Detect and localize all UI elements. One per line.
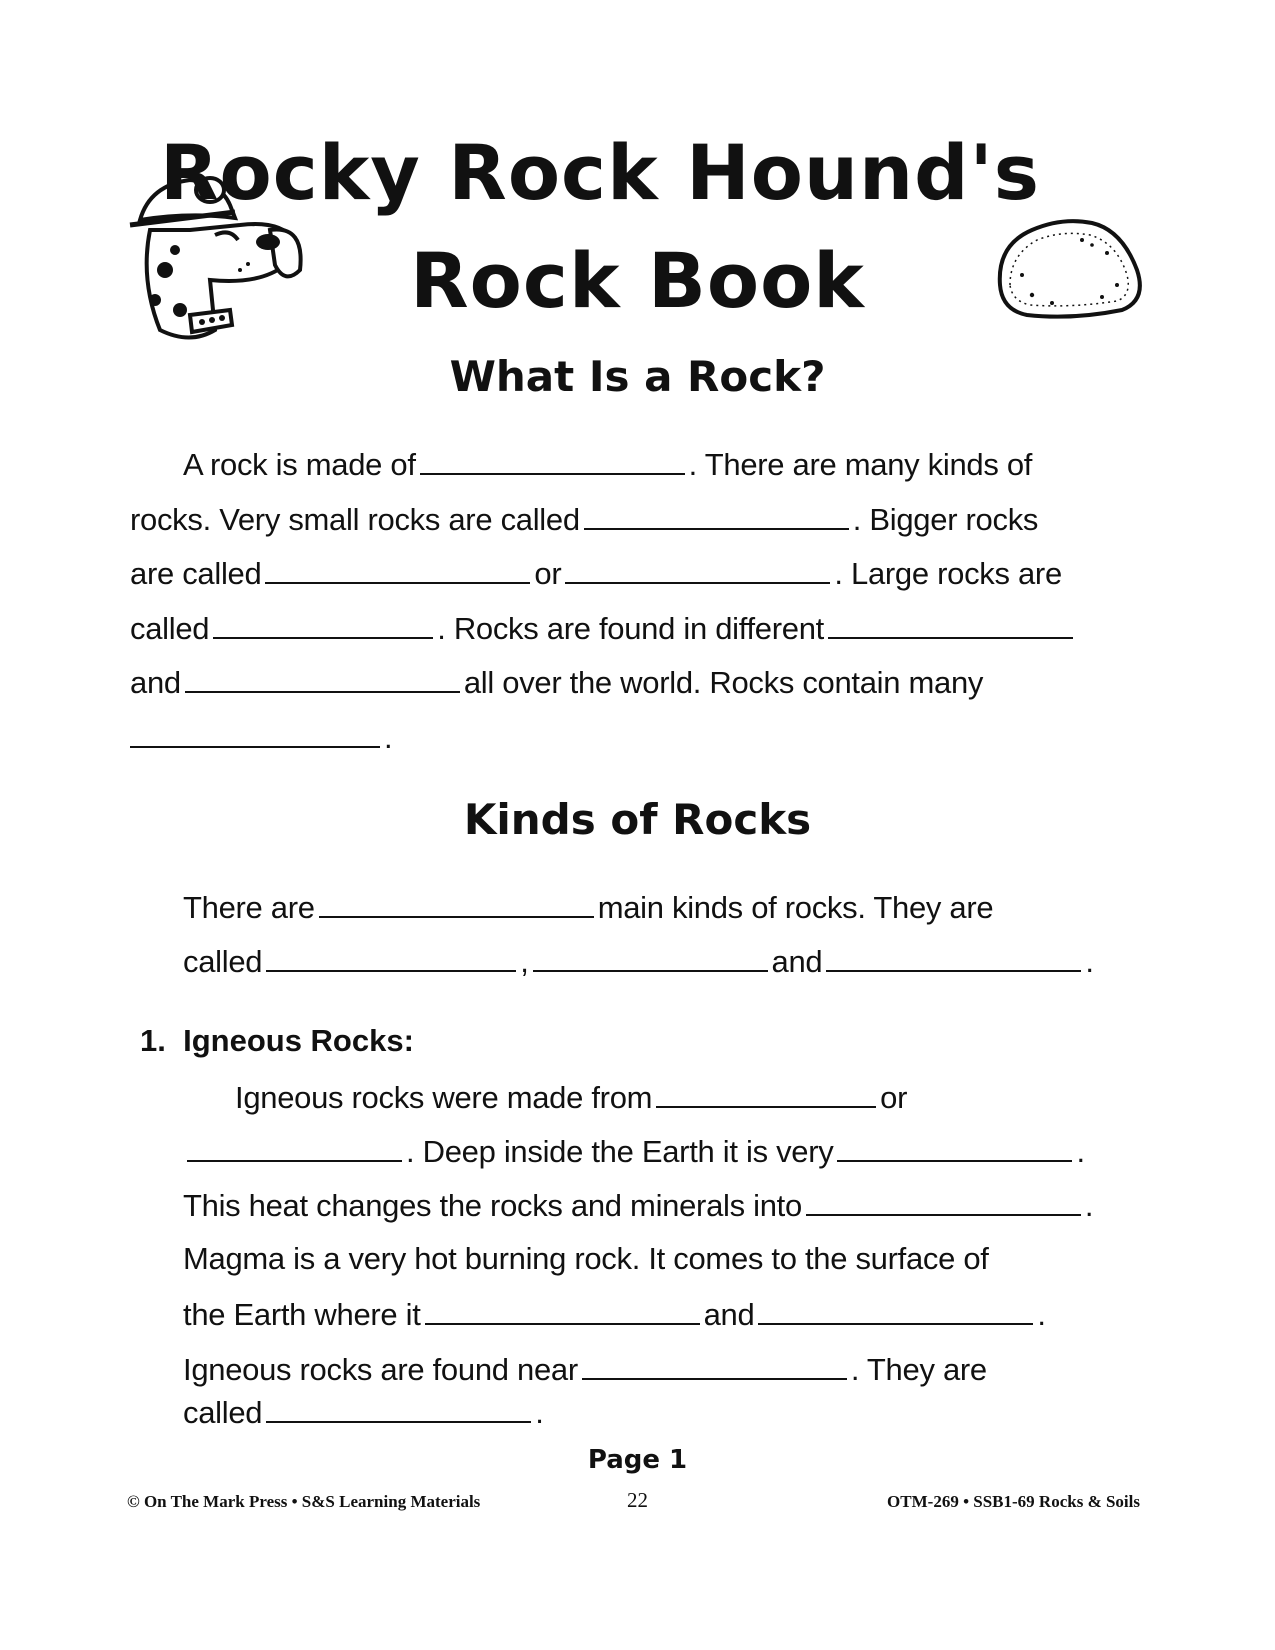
text-line: and all over the world. Rocks contain many — [130, 665, 984, 700]
text-line: called . — [183, 1395, 544, 1430]
text-line: This heat changes the rocks and minerals into . — [183, 1188, 1094, 1223]
text-line: Igneous rocks were made from or — [235, 1080, 908, 1115]
text-line: called , and . — [183, 944, 1094, 979]
title-line-2: Rock Book — [410, 236, 865, 325]
footer-copyright: © On The Mark Press • S&S Learning Materials — [127, 1492, 481, 1511]
footer-product-code: OTM-269 • SSB1-69 Rocks & Soils — [887, 1492, 1140, 1511]
title-line-1: Rocky Rock Hound's — [159, 128, 1041, 217]
text-line: . Deep inside the Earth it is very . — [183, 1134, 1085, 1167]
text-line: called . Rocks are found in different — [130, 611, 1077, 644]
text-line: are called or . Large rocks are — [130, 556, 1062, 591]
text-line: Igneous rocks are found near . They are — [183, 1352, 987, 1387]
igneous-heading: 1. Igneous Rocks: — [140, 1023, 414, 1058]
text-line: the Earth where it and . — [183, 1297, 1046, 1332]
section-heading-what-is-a-rock: What Is a Rock? — [449, 352, 826, 401]
text-line: Magma is a very hot burning rock. It comes to the surface of — [183, 1241, 989, 1276]
section-heading-kinds-of-rocks: Kinds of Rocks — [463, 795, 812, 844]
text-line: There are main kinds of rocks. They are — [183, 890, 994, 925]
page-number: 22 — [627, 1488, 648, 1512]
text-line: A rock is made of . There are many kinds of — [183, 447, 1033, 482]
page-label: Page 1 — [587, 1445, 688, 1475]
text-line: rocks. Very small rocks are called . Bigger rocks — [130, 502, 1039, 537]
text-line: . — [126, 720, 392, 753]
